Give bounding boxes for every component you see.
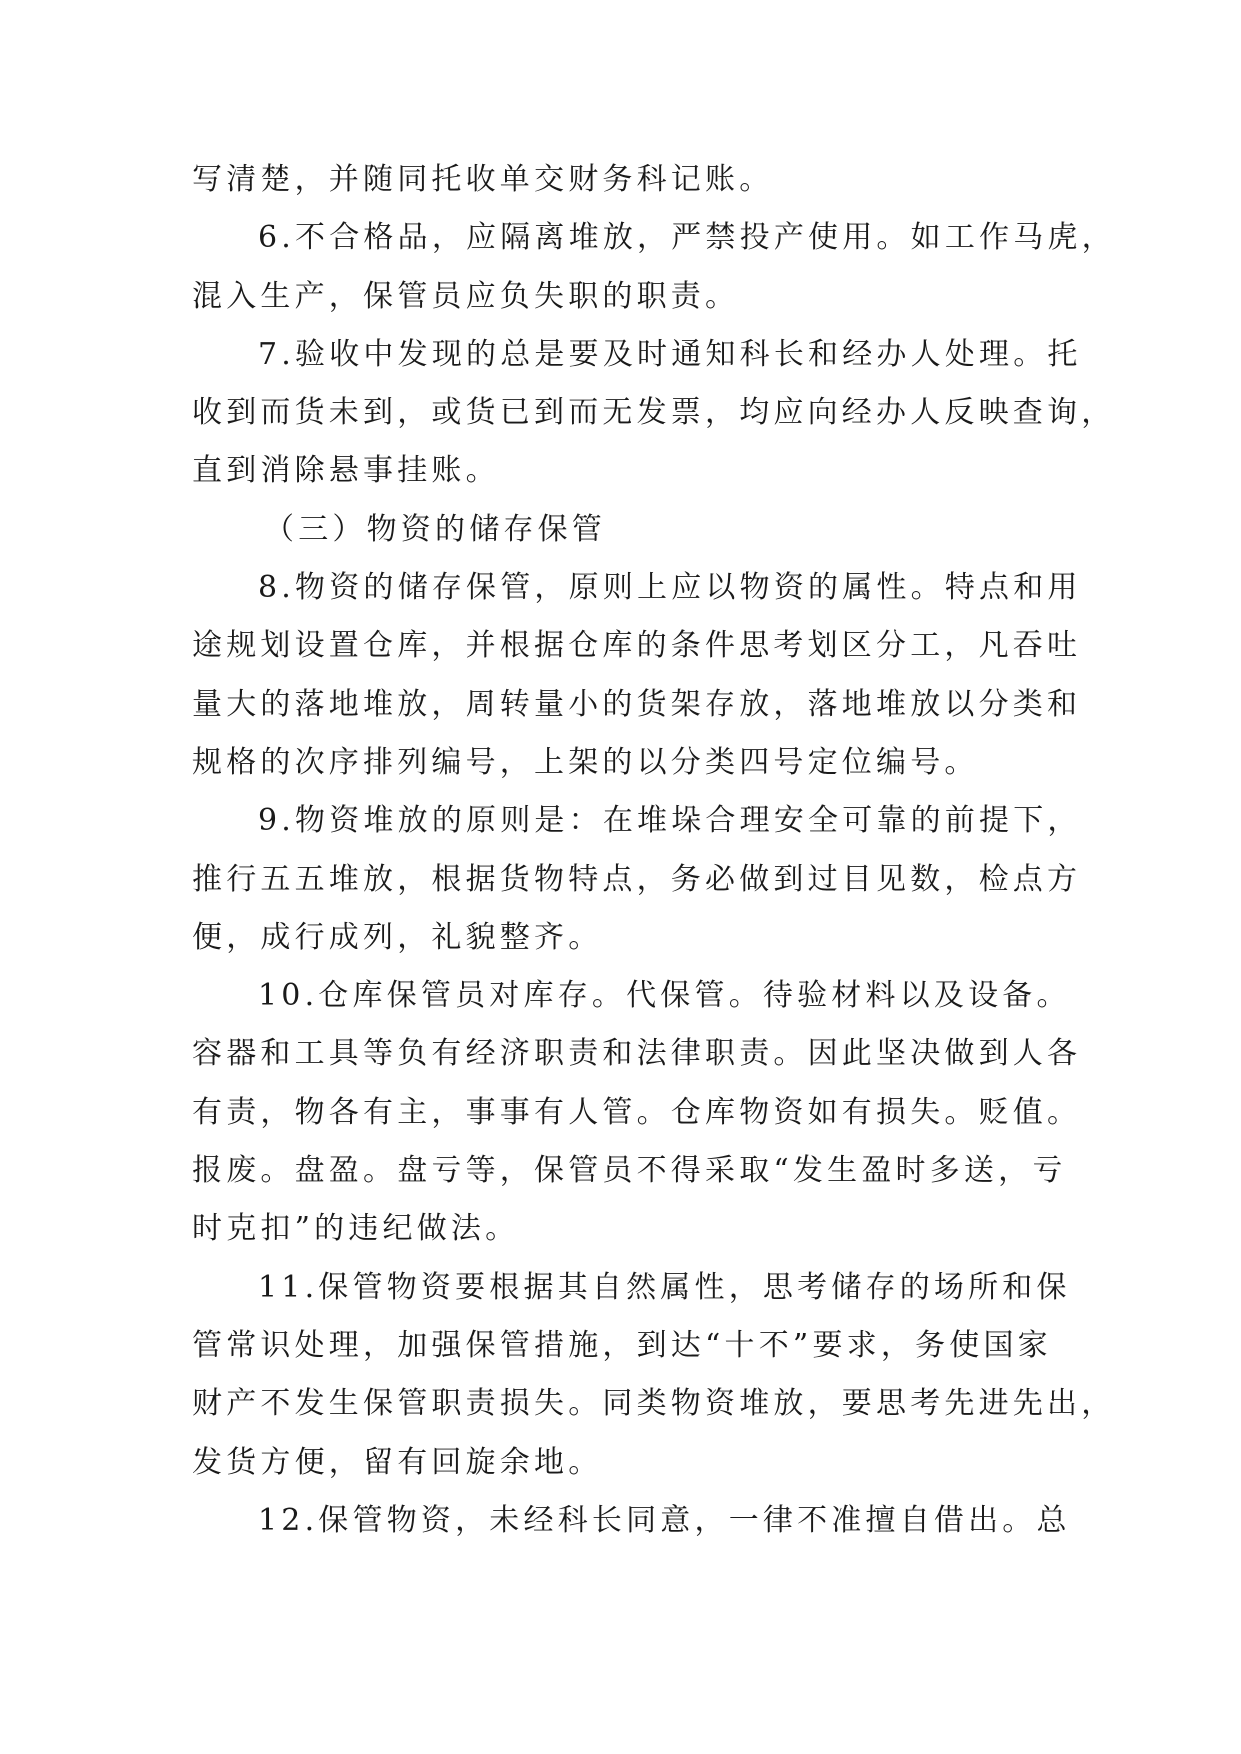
paragraph-line: 8.物资的储存保管，原则上应以物资的属性。特点和用 bbox=[258, 570, 1082, 606]
paragraph-line: 时克扣”的违纪做法。 bbox=[192, 1211, 520, 1247]
document-body bbox=[192, 151, 1116, 1550]
paragraph-line: 10.仓库保管员对库存。代保管。待验材料以及设备。 bbox=[258, 978, 1071, 1014]
paragraph-line: 规格的次序排列编号，上架的以分类四号定位编号。 bbox=[192, 744, 979, 780]
paragraph-line: 量大的落地堆放，周转量小的货架存放，落地堆放以分类和 bbox=[192, 686, 1082, 722]
paragraph-line: 收到而货未到，或货已到而无发票，均应向经办人反映查询， bbox=[192, 395, 1116, 431]
paragraph-line: 7.验收中发现的总是要及时通知科长和经办人处理。托 bbox=[258, 336, 1082, 372]
paragraph-line: 管常识处理，加强保管措施，到达“十不”要求，务使国家 bbox=[192, 1327, 1052, 1363]
paragraph-line: 推行五五堆放，根据货物特点，务必做到过目见数，检点方 bbox=[192, 861, 1082, 897]
paragraph-line: 直到消除悬事挂账。 bbox=[192, 453, 500, 489]
section-heading: （三）物资的储存保管 bbox=[264, 511, 606, 547]
paragraph-line: 9.物资堆放的原则是：在堆垛合理安全可靠的前提下， bbox=[258, 803, 1082, 839]
paragraph-line: 途规划设置仓库，并根据仓库的条件思考划区分工，凡吞吐 bbox=[192, 628, 1082, 664]
paragraph-line: 12.保管物资，未经科长同意，一律不准擅自借出。总 bbox=[258, 1502, 1071, 1538]
paragraph-line: 6.不合格品，应隔离堆放，严禁投产使用。如工作马虎， bbox=[258, 220, 1116, 256]
paragraph-line: 便，成行成列，礼貌整齐。 bbox=[192, 919, 603, 955]
paragraph-line: 写清楚，并随同托收单交财务科记账。 bbox=[192, 162, 774, 197]
paragraph-line: 容器和工具等负有经济职责和法律职责。因此坚决做到人各 bbox=[192, 1036, 1082, 1072]
paragraph-line: 11.保管物资要根据其自然属性，思考储存的场所和保 bbox=[258, 1269, 1071, 1305]
paragraph-line: 发货方便，留有回旋余地。 bbox=[192, 1444, 603, 1480]
paragraph-line: 有责，物各有主，事事有人管。仓库物资如有损失。贬值。 bbox=[192, 1094, 1082, 1130]
paragraph-line: 混入生产，保管员应负失职的职责。 bbox=[192, 278, 740, 314]
paragraph-line: 报废。盘盈。盘亏等，保管员不得采取“发生盈时多送，亏 bbox=[192, 1153, 1067, 1189]
paragraph-line: 财产不发生保管职责损失。同类物资堆放，要思考先进先出， bbox=[192, 1386, 1116, 1422]
